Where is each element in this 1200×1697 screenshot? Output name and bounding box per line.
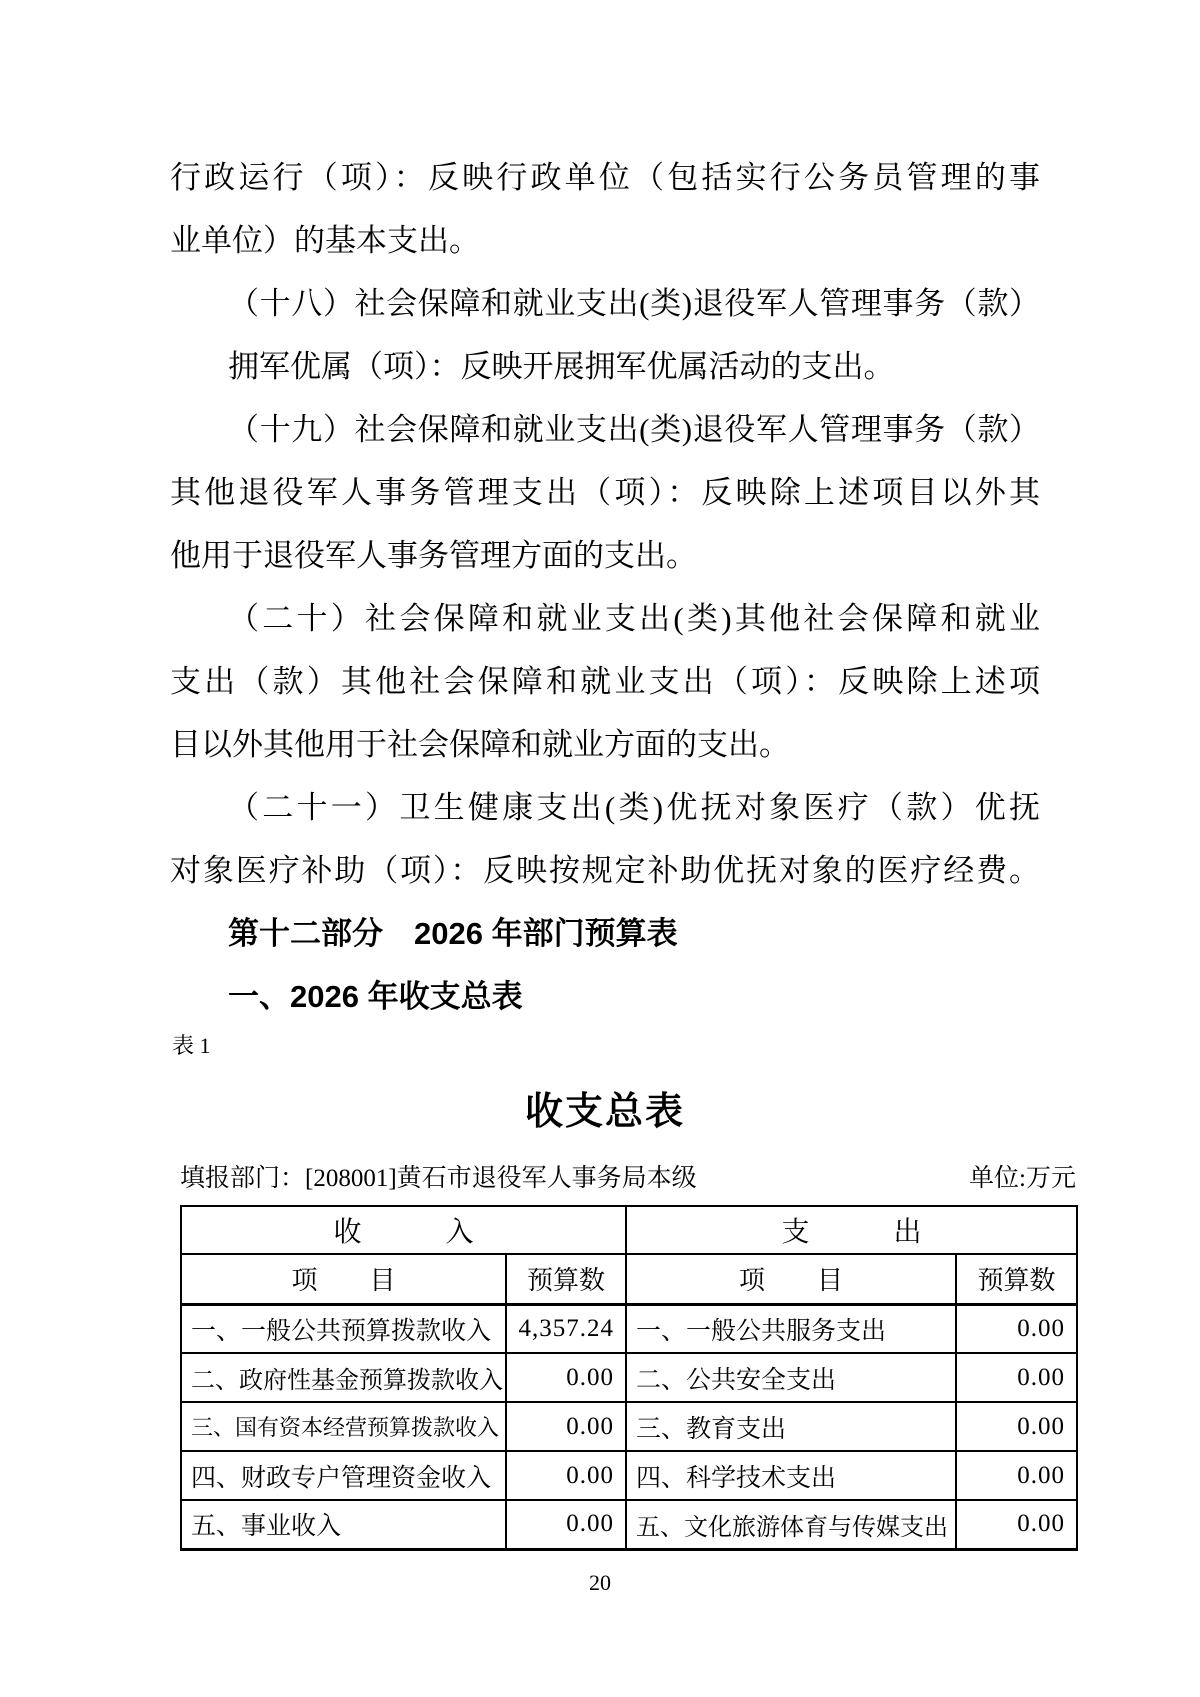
body-line: 对象医疗补助（项）：反映按规定补助优抚对象的医疗经费。 [170,853,1040,888]
body-line: （十九）社会保障和就业支出(类)退役军人管理事务（款） [228,412,1040,447]
form-department: 填报部门：[208001]黄石市退役军人事务局本级 [180,1165,697,1192]
expense-value-text: 0.00 [1017,1363,1066,1391]
body-line: 其他退役军人事务管理支出（项）：反映除上述项目以外其 [170,475,1040,510]
income-group-label: 收 入 [333,1217,474,1248]
expense-group-header [626,1206,1077,1254]
expense-item-text: 二、公共安全支出 [636,1366,837,1394]
income-value-text: 0.00 [566,1510,615,1538]
income-group-header [181,1206,626,1254]
table-row [181,1451,1077,1500]
income-item-text: 二、政府性基金预算拨款收入 [191,1368,503,1394]
income-item-text: 四、财政专户管理资金收入 [191,1464,492,1492]
expense-value-cell [956,1500,1077,1549]
expense-item-cell [626,1500,956,1549]
expense-group-label: 支 出 [781,1217,922,1248]
body-line: 目以外其他用于社会保障和就业方面的支出。 [170,727,790,762]
body-line: （二十）社会保障和就业支出(类)其他社会保障和就业 [228,601,1040,636]
income-value-cell [506,1402,626,1451]
income-item-col-header [181,1254,506,1304]
income-value-cell [506,1451,626,1500]
table-row [181,1500,1077,1549]
income-value-cell [506,1304,626,1353]
expense-value-cell [956,1353,1077,1402]
form-meta-line [180,1158,1076,1194]
expense-item-cell [626,1451,956,1500]
income-value-text: 0.00 [566,1461,615,1489]
income-value-text: 0.00 [566,1363,615,1391]
income-item-text: 三、国有资本经营预算拨款收入 [191,1415,500,1440]
sub-heading: 一、2026 年收支总表 [228,979,523,1014]
table-label: 表 1 [172,1033,211,1058]
expense-value-text: 0.00 [1017,1314,1066,1342]
income-item-text: 一、一般公共预算拨款收入 [191,1317,492,1345]
expense-item-cell [626,1304,956,1353]
income-value-text: 4,357.24 [518,1314,615,1342]
expense-item-cell [626,1402,956,1451]
expense-budget-col-label: 预算数 [977,1266,1056,1296]
expense-value-text: 0.00 [1017,1412,1066,1440]
table-column-header-row [181,1254,1077,1304]
expense-item-text: 一、一般公共服务支出 [636,1317,887,1345]
table-row [181,1353,1077,1402]
expense-value-cell [956,1451,1077,1500]
body-line: （十八）社会保障和就业支出(类)退役军人管理事务（款） [228,286,1040,321]
table-group-header-row [181,1206,1077,1254]
budget-summary-table [180,1205,1078,1551]
table-row [181,1304,1077,1353]
expense-item-col-label: 项 目 [739,1266,844,1296]
income-value-text: 0.00 [566,1412,615,1440]
table-row [181,1402,1077,1451]
unit-label: 单位:万元 [969,1165,1076,1192]
body-line: 支出（款）其他社会保障和就业支出（项）：反映除上述项 [170,664,1040,699]
body-line: 业单位）的基本支出。 [170,223,480,258]
income-budget-col-header [506,1254,626,1304]
body-text-block [170,146,1040,1028]
income-item-text: 五、事业收入 [191,1513,342,1541]
expense-item-text: 四、科学技术支出 [636,1464,837,1492]
body-line: 他用于退役军人事务管理方面的支出。 [170,538,697,573]
section-heading: 第十二部分 2026 年部门预算表 [228,916,678,951]
expense-item-text: 五、文化旅游体育与传媒支出 [636,1514,949,1541]
income-item-cell [181,1353,506,1402]
income-item-cell [181,1500,506,1549]
body-line: 行政运行（项）：反映行政单位（包括实行公务员管理的事 [170,160,1040,195]
body-line: （二十一）卫生健康支出(类)优抚对象医疗（款）优抚 [228,790,1040,825]
income-item-cell [181,1451,506,1500]
expense-item-col-header [626,1254,956,1304]
income-item-cell [181,1304,506,1353]
expense-value-text: 0.00 [1017,1510,1066,1538]
expense-budget-col-header [956,1254,1077,1304]
income-value-cell [506,1500,626,1549]
table-title: 收支总表 [524,1091,685,1133]
income-item-cell [181,1402,506,1451]
expense-item-text: 三、教育支出 [636,1415,787,1443]
income-item-col-label: 项 目 [291,1266,396,1296]
expense-item-cell [626,1353,956,1402]
income-value-cell [506,1353,626,1402]
expense-value-cell [956,1402,1077,1451]
page-number: 20 [589,1570,611,1595]
body-line: 拥军优属（项）：反映开展拥军优属活动的支出。 [228,349,895,384]
expense-value-text: 0.00 [1017,1461,1066,1489]
expense-value-cell [956,1304,1077,1353]
income-budget-col-label: 预算数 [527,1266,606,1296]
